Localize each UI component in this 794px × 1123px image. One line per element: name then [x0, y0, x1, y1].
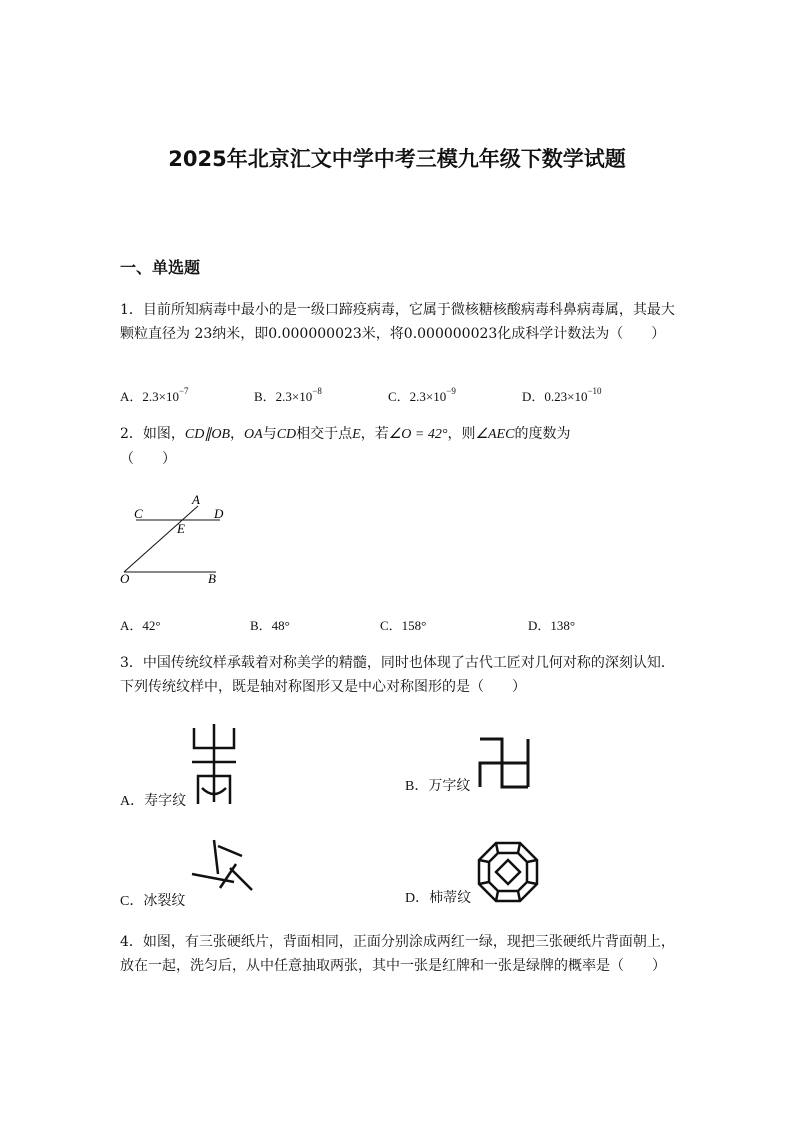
q3-option-a-label: A．寿字纹 — [120, 794, 187, 809]
q3-option-c-label: C．冰裂纹 — [120, 894, 186, 909]
label-b: B — [208, 571, 216, 586]
ice-crack-pattern-icon — [190, 838, 256, 894]
label-e: E — [177, 521, 185, 536]
label-a: A — [192, 492, 200, 507]
q2-geometry-figure — [112, 490, 232, 590]
q3-option-b-label: B．万字纹 — [405, 779, 471, 794]
question-3-text: 3．中国传统纹样承载着对称美学的精髓，同时也体现了古代工匠对几何对称的深刻认知．下列传统纹样中，既是轴对称图形又是中心对称图形的是（ ） — [120, 655, 675, 695]
section-heading: 一、单选题 — [120, 258, 201, 277]
q2-option-d: D．138° — [528, 618, 576, 633]
q1-option-a: A．$2.3\times 10^{-7}$ — [120, 386, 189, 404]
label-c: C — [134, 506, 143, 521]
persimmon-pattern-icon — [476, 840, 540, 904]
q2-option-a: A．42° — [120, 618, 161, 633]
q1-option-d: D．$0.23\times 10^{-10}$ — [522, 386, 602, 404]
wan-pattern-icon — [474, 735, 534, 791]
question-1-text: 1．目前所知病毒中最小的是一级口蹄疫病毒，它属于微核糖核酸病毒科鼻病毒属，其最大颗粒直径为 23纳米，即0.000000023米，将0.000000023化成科学计数法为（ ） — [120, 302, 675, 342]
q2-option-c: C．158° — [380, 618, 427, 633]
q2-option-b: B．48° — [250, 618, 290, 633]
page-title: 2025年北京汇文中学中考三模九年级下数学试题 — [168, 147, 626, 171]
question-2-text: 2．如图，CD∥OB，OA与CD相交于点E，若∠O = 42°，则∠AEC的度数为 （ ） — [120, 426, 571, 467]
label-d: D — [214, 506, 224, 521]
question-4-text: 4．如图，有三张硬纸片，背面相同，正面分别涂成两红一绿，现把三张硬纸片背面朝上，放在一起，洗匀后，从中任意抽取两张，其中一张是红牌和一张是绿牌的概率是（ ） — [120, 934, 675, 974]
shou-pattern-icon — [186, 722, 242, 806]
label-o: O — [120, 571, 130, 586]
q1-option-b: B．$2.3\times 10^{-8}$ — [254, 386, 322, 404]
q3-option-d-label: D．柿蒂纹 — [405, 891, 472, 906]
q1-option-c: C．$2.3\times 10^{-9}$ — [388, 386, 456, 404]
